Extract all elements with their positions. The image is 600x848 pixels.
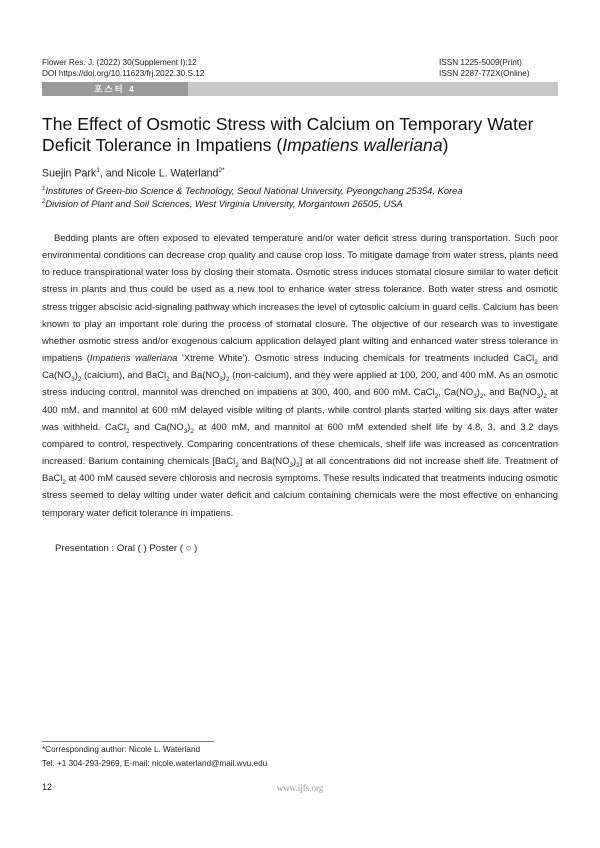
subscript: 2 bbox=[125, 427, 130, 435]
title-main: The Effect of Osmotic Stress with Calcium on Temporary Water Deficit Tolerance in Impatiens ( bbox=[42, 114, 534, 155]
issn-header bbox=[439, 57, 530, 79]
subscript: 2 bbox=[434, 393, 439, 401]
issn-print: ISSN 1225-5009(Print) bbox=[439, 58, 522, 67]
affiliation-2-sup: 2 bbox=[42, 199, 46, 205]
affiliation-1 bbox=[42, 183, 463, 197]
footnote-divider bbox=[42, 741, 214, 742]
subscript: 2 bbox=[62, 479, 66, 487]
affiliation-2-text: Division of Plant and Soil Sciences, West Virginia University, Morgantown 26505, USA bbox=[45, 198, 403, 210]
author-1-sup: 1 bbox=[96, 167, 100, 174]
abstract-text: and Ba(NO bbox=[169, 369, 220, 381]
subscript: 3 bbox=[536, 393, 541, 401]
title-species: Impatiens walleriana bbox=[282, 135, 443, 155]
section-tag: 포스터 4 bbox=[42, 82, 188, 96]
subscript: 2 bbox=[296, 461, 300, 469]
subscript: 2 bbox=[166, 376, 170, 384]
abstract-text: ] at all concentrations did not increase shelf life. Treatment of BaCl bbox=[42, 455, 558, 484]
affiliation-1-sup: 1 bbox=[42, 186, 46, 192]
abstract-text: (calcium), and BaCl bbox=[81, 369, 167, 381]
subscript: 3 bbox=[473, 393, 477, 401]
issn-online: ISSN 2287-772X(Online) bbox=[439, 69, 530, 78]
subscript: 2 bbox=[190, 427, 194, 435]
subscript: 2 bbox=[534, 358, 538, 366]
author-1: Suejin Park bbox=[42, 167, 97, 180]
abstract-text: at 400 mM, and mannitol at 600 mM extended shelf life by 4.8, 3, and 3.2 days compared to control, respectively. Comparing concentrations of these chemicals, shelf life was increased as concentration increased. Barium containing chemicals [BaCl bbox=[42, 420, 558, 467]
subscript: 3 bbox=[71, 376, 75, 384]
subscript: 3 bbox=[183, 427, 188, 435]
subscript: 3 bbox=[219, 376, 223, 384]
journal-citation: Flower Res. J. (2022) 30(Supplement I):12 bbox=[42, 58, 197, 67]
abstract-text: (non-calcium), and they were applied at 100, 200, and 400 mM. As an osmotic stress inducing control, mannitol was drenched on impatiens at 300, 400, and 600 mM. CaCl bbox=[42, 369, 558, 398]
abstract-text: ) bbox=[187, 420, 191, 432]
abstract-text: Bedding plants are often exposed to elevated temperature and/or water deficit stress during transportation. Such poor environmental conditions can decrease crop quality and cause crop loss. To mitigate damage from water stress, plants need to reduce transpirational water loss by closing their stomata. Osmotic stress induces stomatal closure similar to water deficit stress in plants and thus could be used as a new tool to enhance water stress tolerance. Both water stress and osmotic stress trigger abscisic acid-signaling pathway which increases the level of cytosolic calcium in guard cells. Calcium has been known to play an important role during the process of stomatal closure. The objective of our research was to investigate whether osmotic stress and/or exogenous calcium application delayed plant wilting and enhanced water stress tolerance in impatiens ( bbox=[42, 232, 558, 364]
doi-link[interactable]: DOI https://doi.org/10.11623/frj.2022.30.S.12 bbox=[42, 69, 205, 78]
paper-title bbox=[42, 114, 562, 156]
journal-header bbox=[42, 57, 204, 79]
title-close: ) bbox=[442, 135, 449, 155]
abstract-text: at 400 mM caused severe chlorosis and necrosis symptoms. These results indicated that treatments inducing osmotic stress seemed to delay wilting under water deficit and calcium containing chemicals were the most effective on enhancing temporary water deficit tolerance in impatiens. bbox=[42, 472, 558, 518]
abstract-text: ) bbox=[540, 386, 544, 398]
abstract bbox=[42, 229, 558, 521]
website-footer[interactable]: www.ijfs.org bbox=[276, 783, 324, 793]
subscript: 3 bbox=[289, 461, 293, 469]
subscript: 2 bbox=[235, 461, 239, 469]
affiliation-2 bbox=[42, 196, 403, 210]
subscript: 2 bbox=[226, 376, 230, 384]
abstract-text: at 400 mM, and mannitol at 600 mM delayed visible wilting of plants, while control plants started wilting six days after water was withheld. CaCl bbox=[42, 386, 558, 432]
affiliation-1-text: Institutes of Green-bio Science & Technology, Seoul National University, Pyeongchang 25354, Korea bbox=[45, 185, 463, 197]
abstract-text: and Ba(NO bbox=[238, 455, 290, 467]
presentation-type: Presentation : Oral ( ) Poster ( ○ ) bbox=[55, 543, 198, 554]
subscript: 2 bbox=[479, 393, 484, 401]
author-2: , and Nicole L. Waterland bbox=[99, 167, 219, 180]
page-number: 12 bbox=[42, 782, 53, 792]
abstract-text: , Ca(NO bbox=[438, 386, 474, 398]
abstract-text: , and Ba(NO bbox=[483, 386, 537, 398]
abstract-text: 'Xtreme White'). Osmotic stress inducing chemicals for treatments included CaCl bbox=[177, 352, 535, 364]
abstract-paragraph bbox=[42, 229, 558, 521]
abstract-text: ) bbox=[222, 369, 227, 381]
abstract-text: and Ca(NO bbox=[129, 420, 184, 432]
abstract-text: ) bbox=[292, 455, 297, 467]
author-line bbox=[42, 167, 225, 180]
abstract-text: ) bbox=[74, 369, 78, 381]
author-contact: Tel. +1 304-293-2969, E-mail: nicole.waterland@mail.wvu.edu bbox=[42, 759, 268, 768]
subscript: 2 bbox=[77, 376, 82, 384]
abstract-species: Impatiens walleriana bbox=[89, 352, 178, 364]
corresponding-author: *Corresponding author: Nicole L. Waterland bbox=[42, 745, 201, 754]
abstract-text: ) bbox=[476, 386, 480, 398]
abstract-text: and Ca(NO bbox=[42, 352, 558, 381]
author-2-sup: 2* bbox=[218, 167, 225, 174]
subscript: 2 bbox=[543, 393, 547, 401]
